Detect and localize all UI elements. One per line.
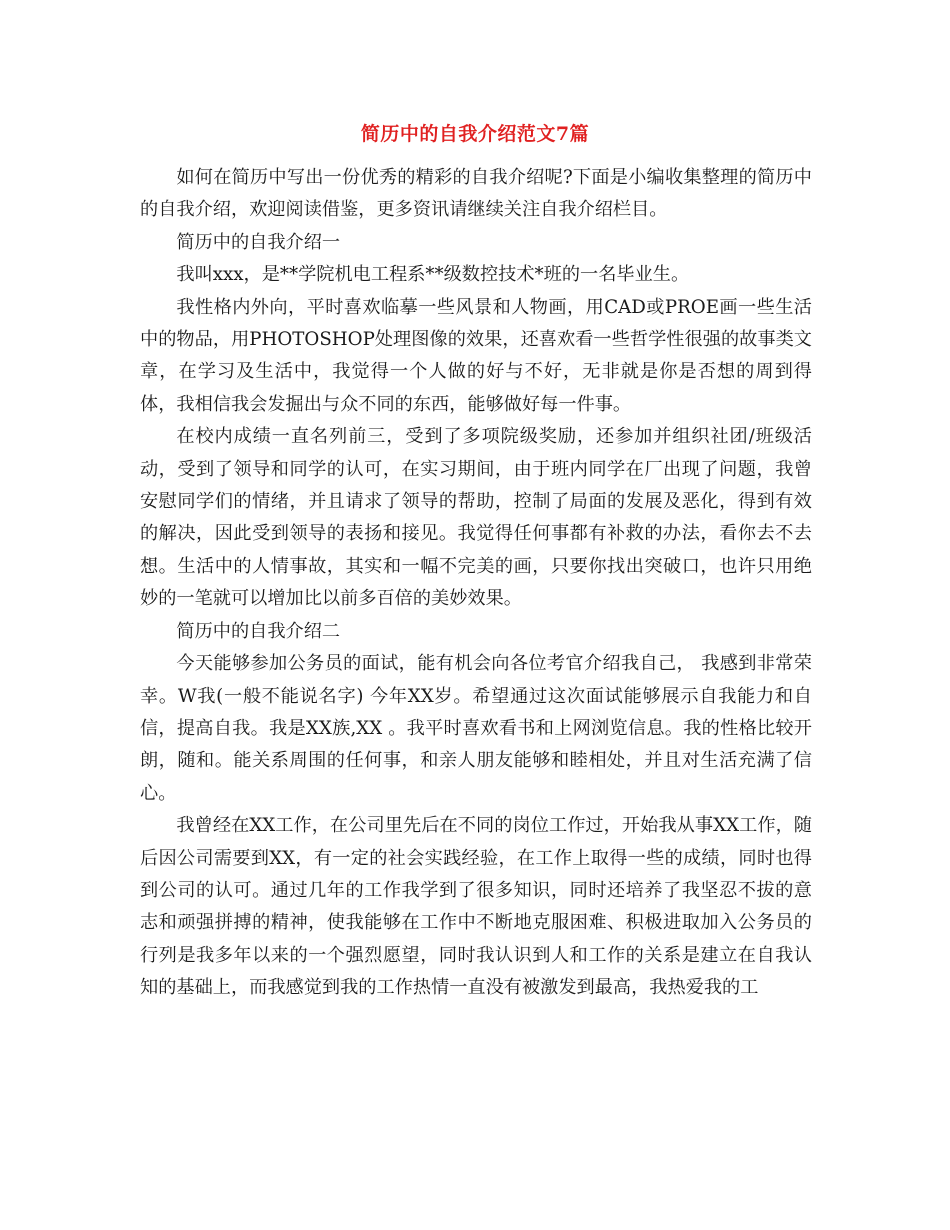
paragraph: 在校内成绩一直名列前三，受到了多项院级奖励，还参加并组织社团/班级活动，受到了领导和同学的认可，在实习期间，由于班内同学在厂出现了问题，我曾安慰同学们的情绪，并且请求了领导的帮助，控制了局面的发展及恶化，得到有效的解决，因此受到领导的表扬和接见。我觉得任何事都有补救的办法，看你去不去想。生活中的人情事故，其实和一幅不完美的画，只要你找出突破口，也许只用绝妙的一笔就可以增加比以前多百倍的美妙效果。: [140, 426, 812, 610]
paragraph: 今天能够参加公务员的面试，能有机会向各位考官介绍我自己， 我感到非常荣幸。W我(一般不能说名字) 今年XX岁。希望通过这次面试能够展示自我能力和自信，提高自我。我是XX族,XX 。我平时喜欢看书和上网浏览信息。我的性格比较开朗，随和。能关系周围的任何事，和亲人朋友能够和睦相处，并且对生活充满了信心。: [140, 653, 812, 804]
paragraph: 我叫xxx，是**学院机电工程系**级数控技术*班的一名毕业生。: [176, 264, 690, 286]
section-heading-one: 简历中的自我介绍一: [176, 231, 341, 253]
intro-paragraph: 如何在简历中写出一份优秀的精彩的自我介绍呢?下面是小编收集整理的简历中的自我介绍，欢迎阅读借鉴，更多资讯请继续关注自我介绍栏目。: [140, 167, 812, 221]
document-title: 简历中的自我介绍范文7篇: [360, 123, 590, 145]
section-heading-two: 简历中的自我介绍二: [176, 620, 341, 642]
paragraph: 我性格内外向，平时喜欢临摹一些风景和人物画，用CAD或PROE画一些生活中的物品，用PHOTOSHOP处理图像的效果，还喜欢看一些哲学性很强的故事类文章，在学习及生活中，我觉得一个人做的好与不好，无非就是你是否想的周到得体，我相信我会发掘出与众不同的东西，能够做好每一件事。: [140, 296, 812, 415]
document-body: [140, 162, 812, 1005]
paragraph: 我曾经在XX工作，在公司里先后在不同的岗位工作过，开始我从事XX工作，随后因公司需要到XX，有一定的社会实践经验，在工作上取得一些的成绩，同时也得到公司的认可。通过几年的工作我学到了很多知识，同时还培养了我坚忍不拔的意志和顽强拼搏的精神，使我能够在工作中不断地克服困难、积极进取加入公务员的行列是我多年以来的一个强烈愿望，同时我认识到人和工作的关系是建立在自我认知的基础上，而我感觉到我的工作热情一直没有被激发到最高，我热爱我的工: [140, 815, 812, 999]
